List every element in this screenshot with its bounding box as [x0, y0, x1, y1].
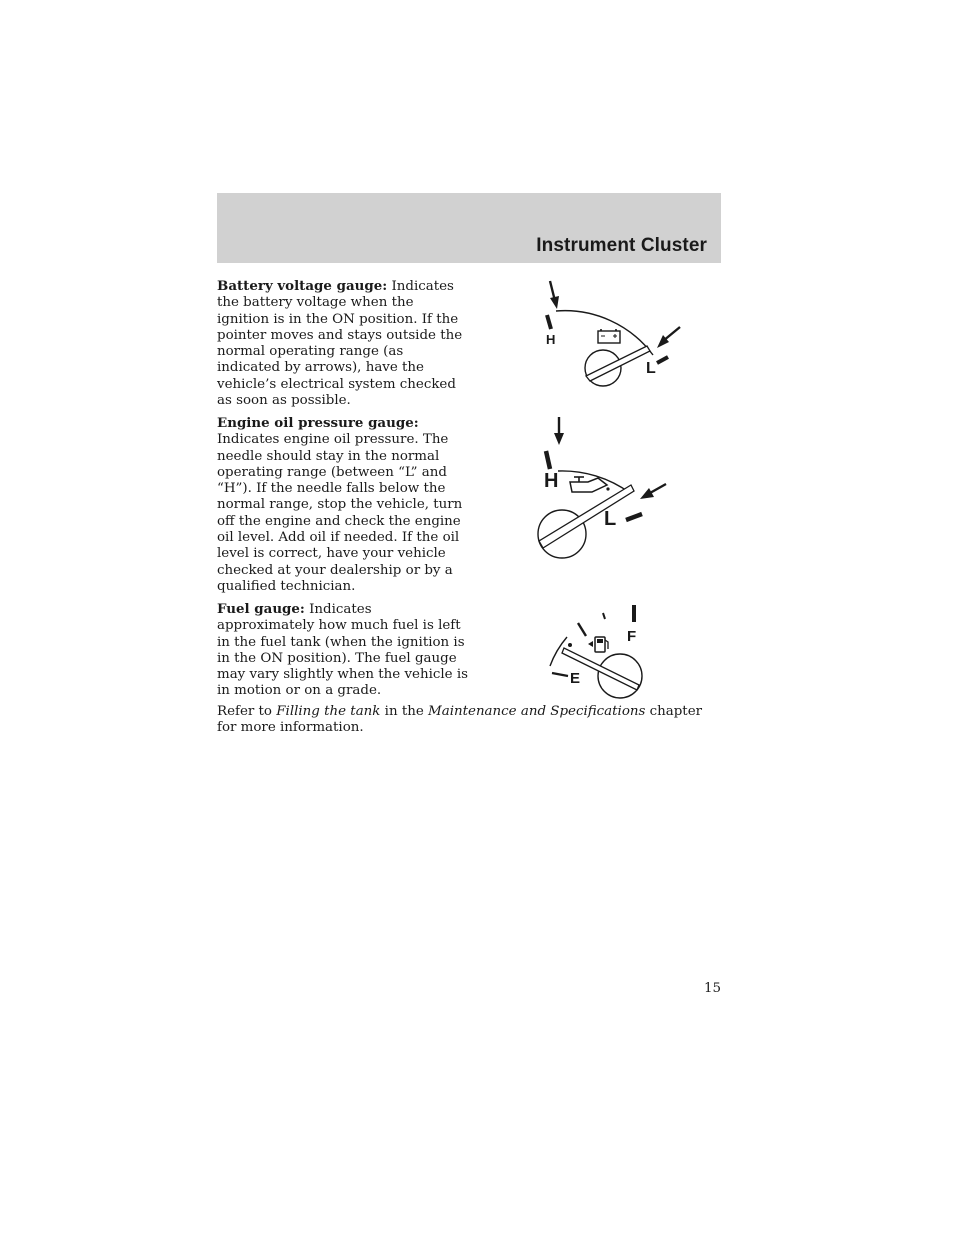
- oil-gauge-term: Engine oil pressure gauge:: [217, 415, 419, 431]
- battery-high-arrow: [550, 281, 559, 309]
- fuel-gauge-term: Fuel gauge:: [217, 601, 305, 617]
- oil-can-icon: [570, 477, 610, 492]
- battery-low-tick: [657, 357, 668, 363]
- fuel-pump-icon: [588, 637, 608, 652]
- oil-high-tick: [546, 451, 550, 469]
- maintenance-chapter-reference: Maintenance and Specifications: [428, 704, 646, 719]
- battery-gauge-text: Indicates the battery voltage when the ignition is in the ON position. If the pointer moves and stays outside the normal operating range (as indicated by arrows), have the vehicle’s electrical system checked as soon as possible.: [217, 279, 463, 409]
- oil-low-label: L: [604, 508, 617, 530]
- header-band: [217, 193, 721, 263]
- oil-pressure-gauge-illustration: [530, 415, 675, 565]
- oil-gauge-paragraph: [217, 415, 469, 595]
- fuel-gauge-paragraph: [217, 601, 469, 700]
- filling-the-tank-reference: Filling the tank: [276, 704, 381, 719]
- oil-low-arrow: [640, 484, 666, 499]
- battery-high-tick: [547, 315, 551, 329]
- fuel-half-tick: [578, 623, 586, 636]
- battery-gauge-illustration: [530, 275, 680, 395]
- refer-paragraph: Refer to Filling the tank in the Maintenance and Specifications chapter for more information.: [217, 704, 703, 736]
- battery-gauge-term: Battery voltage gauge:: [217, 278, 388, 294]
- oil-low-tick: [626, 514, 642, 520]
- fuel-empty-label: E: [570, 670, 581, 687]
- fuel-empty-tick: [552, 673, 568, 676]
- oil-high-arrow: [554, 417, 564, 445]
- page-number: 15: [703, 981, 721, 996]
- fuel-gauge-illustration: [540, 600, 655, 700]
- battery-icon: [598, 329, 620, 343]
- battery-low-arrow: [657, 327, 680, 348]
- fuel-minor-tick: [603, 613, 605, 619]
- battery-high-label: H: [546, 332, 556, 347]
- oil-gauge-text: Indicates engine oil pressure. The needle should stay in the normal operating range (between “L” and “H”). If the needle falls below the normal range, stop the vehicle, turn off the engine and check the engine oil level. Add oil if needed. If the oil level is correct, have your vehicle checked at your dealership or by a qualified technician.: [217, 432, 463, 594]
- battery-low-label: L: [646, 360, 656, 377]
- oil-high-label: H: [544, 470, 559, 492]
- section-title: Instrument Cluster: [536, 235, 707, 256]
- fuel-reserve-dot: [568, 643, 572, 647]
- battery-gauge-paragraph: [217, 278, 469, 409]
- fuel-full-label: F: [627, 628, 637, 645]
- fuel-gauge-text: Indicates approximately how much fuel is left in the fuel tank (when the ignition is in the ON position). The fuel gauge may vary slightly when the vehicle is in motion or on a grade.: [217, 602, 468, 699]
